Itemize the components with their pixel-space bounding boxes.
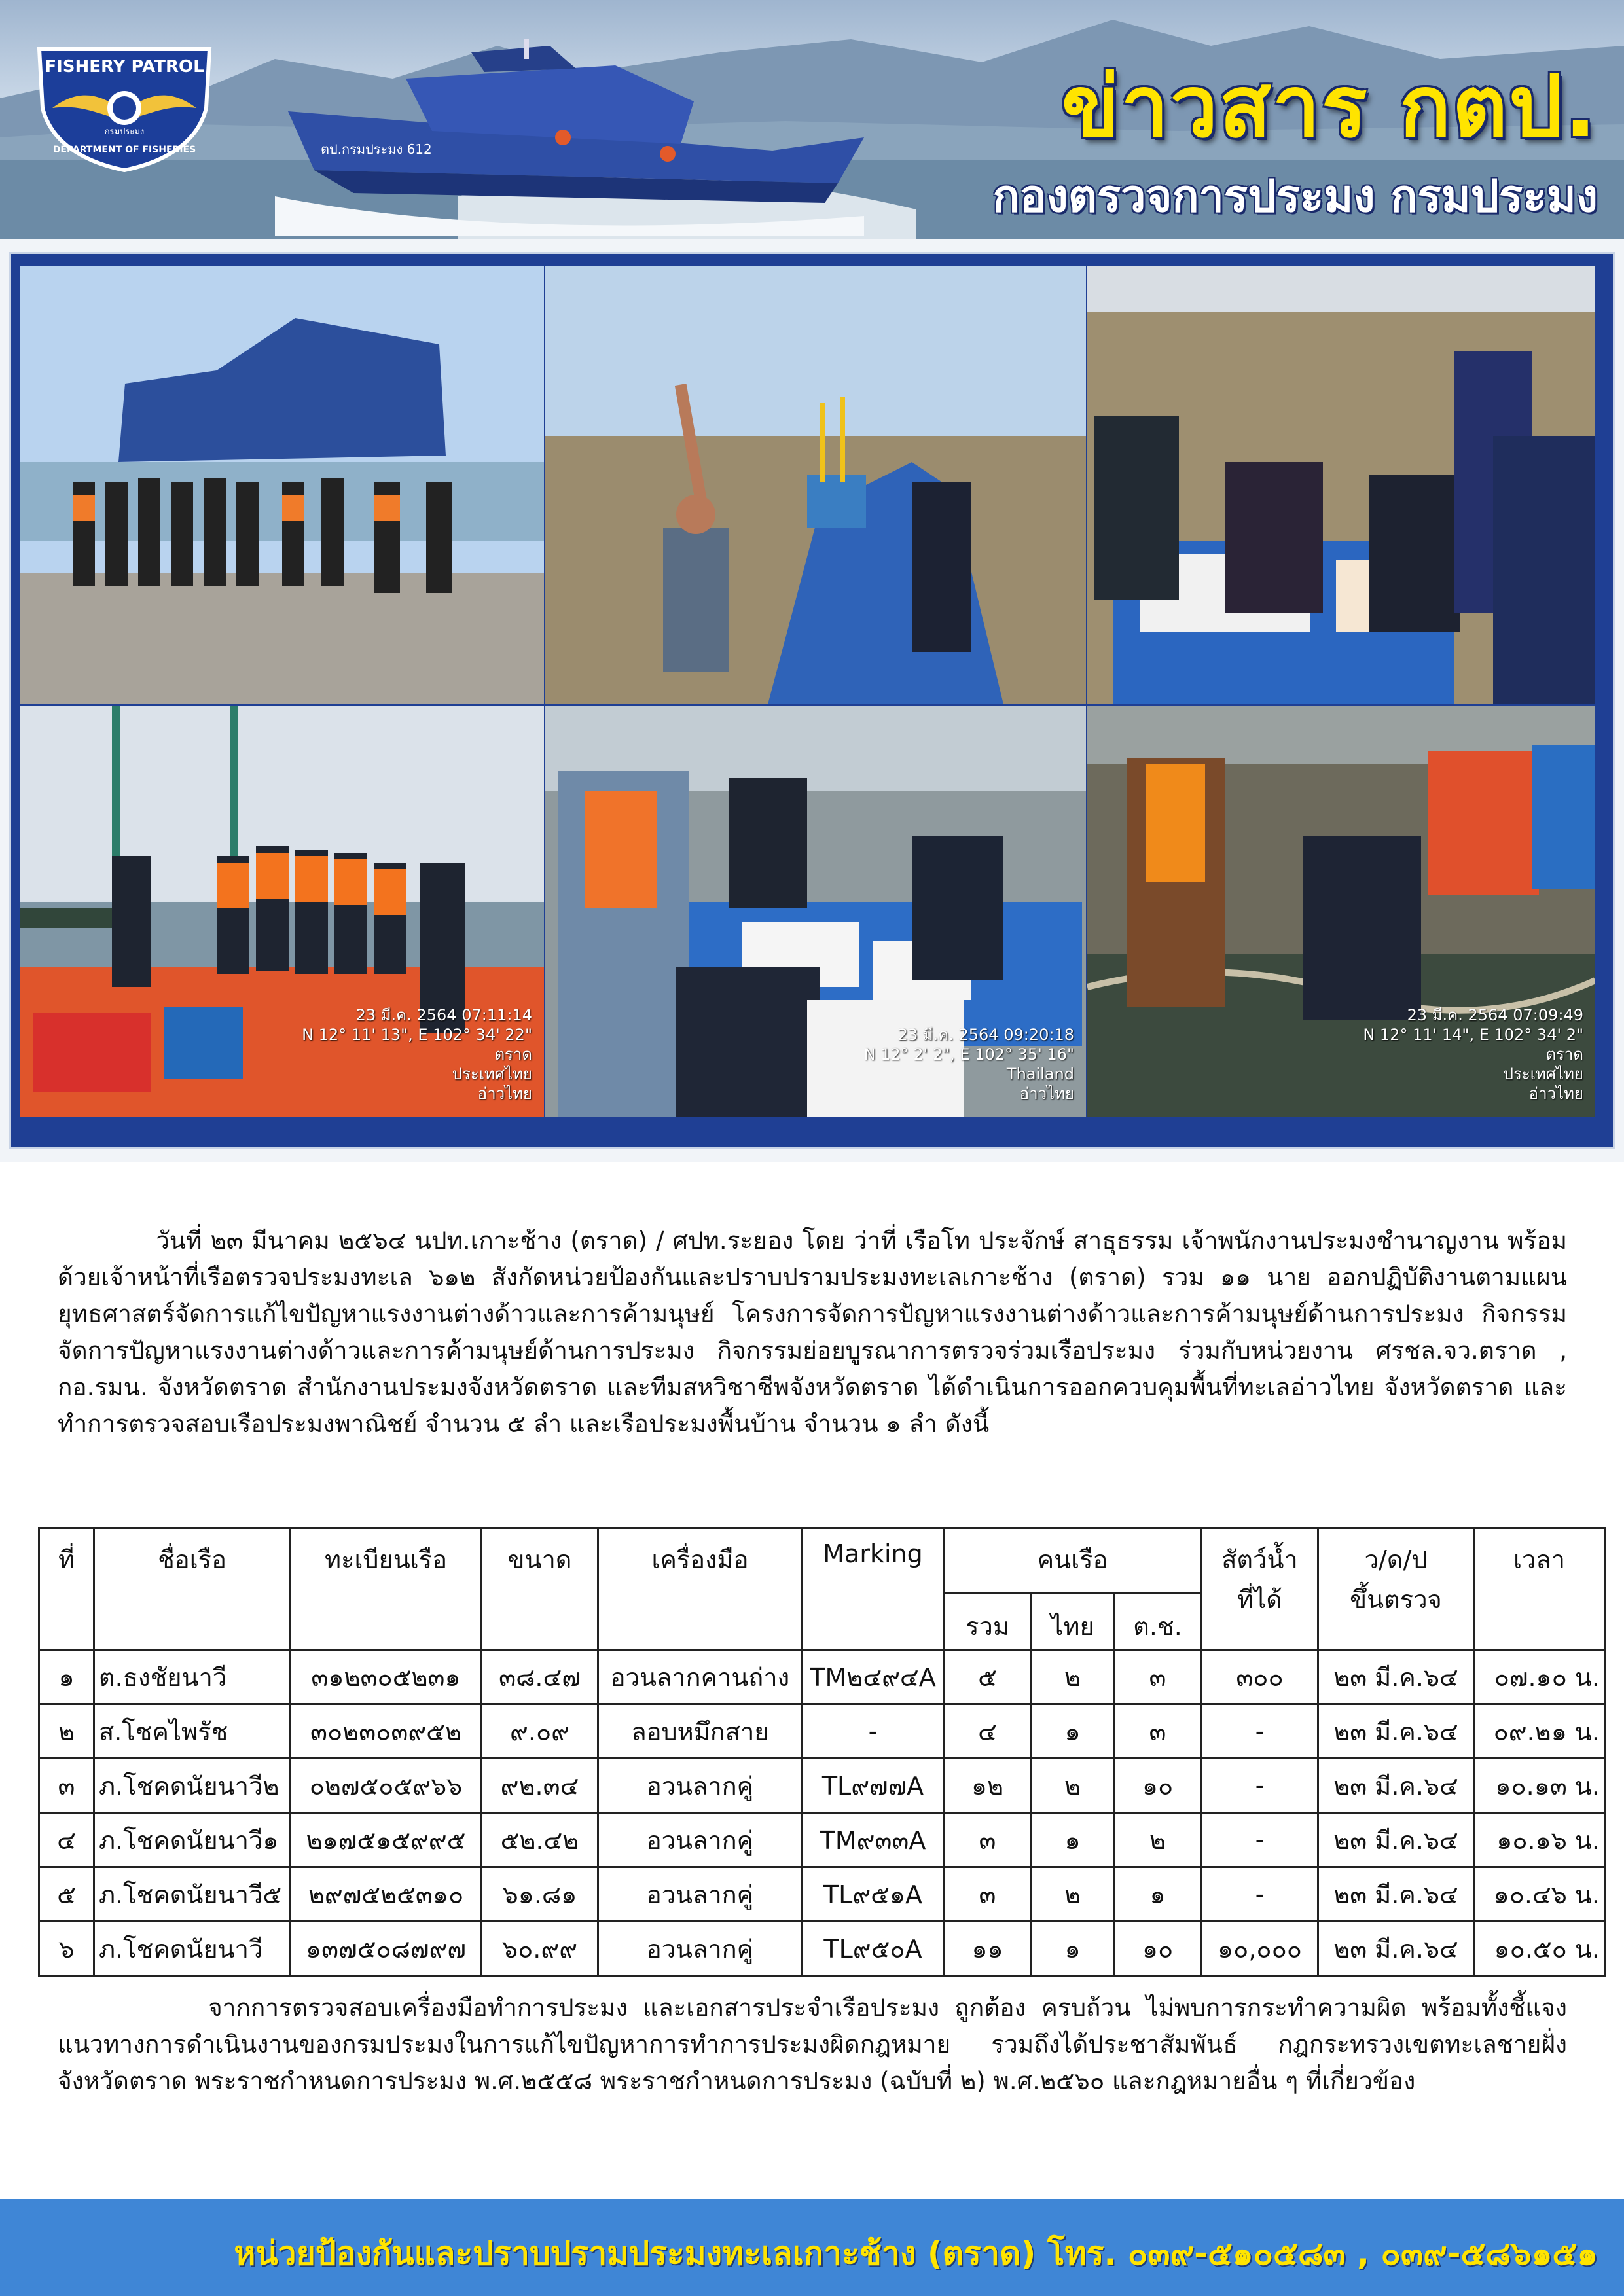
cell-boat-name: ต.ธงชัยนาวี: [94, 1650, 291, 1704]
cell-catch: -: [1202, 1704, 1318, 1759]
photo-timestamp-2: [864, 1025, 1074, 1103]
header-boat-name: ชื่อเรือ: [94, 1528, 291, 1650]
closing-paragraph: จากการตรวจสอบเครื่องมือทำการประมง และเอกสารประจำเรือประมง ถูกต้อง ครบถ้วน ไม่พบการกระทำความผิด พร้อมทั้งชี้แจงแนวทางการดำเนินงานของกรมประมงในการแก้ไขปัญหาการทำการประมงผิดกฎหมาย รวมถึงได้ประชาสัมพันธ์ กฎกระทรวงเขตทะเลชายฝั่งจังหวัดตราด พระราชกำหนดการประมง พ.ศ.๒๕๕๘ พระราชกำหนดการประมง (ฉบับที่ ๒) พ.ศ.๒๕๖๐ และกฎหมายอื่น ๆ ที่เกี่ยวข้อง: [58, 1994, 1567, 2095]
stamp-datetime: 23 มี.ค. 2564 09:20:18: [897, 1026, 1074, 1044]
header-catch: [1202, 1528, 1318, 1650]
cell-catch: ๑๐,๐๐๐: [1202, 1922, 1318, 1976]
stamp-datetime: 23 มี.ค. 2564 07:09:49: [1407, 1006, 1583, 1024]
cell-no: ๓: [39, 1759, 94, 1813]
cell-registration: ๓๐๒๓๐๓๙๕๒: [291, 1704, 482, 1759]
header-crew: คนเรือ: [944, 1528, 1202, 1593]
inspection-table: [38, 1527, 1606, 1977]
photo-document-check: [1087, 266, 1595, 704]
stamp-province: ตราด: [494, 1045, 532, 1064]
cell-registration: ๒๑๗๕๑๕๙๙๕: [291, 1813, 482, 1867]
cell-marking: TM๙๓๓A: [803, 1813, 944, 1867]
stamp-country: ประเทศไทย: [1503, 1065, 1583, 1083]
stamp-gulf: อ่าวไทย: [1528, 1085, 1583, 1103]
cell-time: ๐๙.๒๑ น.: [1474, 1704, 1605, 1759]
header-marking: Marking: [803, 1528, 944, 1650]
photo-deck-inspection: [545, 706, 1086, 1117]
cell-date: ๒๓ มี.ค.๖๔: [1318, 1650, 1474, 1704]
photo-crew-lifejackets: [20, 706, 544, 1117]
cell-boat-name: ภ.โชคดนัยนาวี๕: [94, 1867, 291, 1922]
cell-crew-total: ๓: [944, 1867, 1032, 1922]
photo-timestamp-1: [302, 1005, 532, 1103]
photo-net-inspection: [1087, 706, 1595, 1117]
cell-gear: อวนลากคานถ่าง: [598, 1650, 803, 1704]
cell-date: ๒๓ มี.ค.๖๔: [1318, 1922, 1474, 1976]
cell-registration: ๒๙๗๕๒๕๓๑๐: [291, 1867, 482, 1922]
table-row: [39, 1650, 1605, 1704]
cell-crew-foreign: ๓: [1114, 1704, 1202, 1759]
header-crew-thai: ไทย: [1032, 1593, 1114, 1650]
cell-size: ๓๘.๔๗: [482, 1650, 598, 1704]
cell-time: ๑๐.๕๐ น.: [1474, 1922, 1605, 1976]
cell-time: ๑๐.๔๖ น.: [1474, 1867, 1605, 1922]
boat-hull-text: ตป.กรมประมง 612: [321, 141, 432, 157]
cell-size: ๕๒.๔๒: [482, 1813, 598, 1867]
photo-team-on-pier: [20, 266, 544, 704]
header-date-line2: ขึ้นตรวจ: [1350, 1585, 1442, 1614]
cell-no: ๒: [39, 1704, 94, 1759]
photo-officers-on-bow: [545, 266, 1086, 704]
cell-catch: -: [1202, 1813, 1318, 1867]
stamp-datetime: 23 มี.ค. 2564 07:11:14: [355, 1006, 532, 1024]
stamp-coordinates: N 12° 11' 13", E 102° 34' 22": [302, 1026, 532, 1044]
cell-no: ๕: [39, 1867, 94, 1922]
cell-crew-total: ๔: [944, 1704, 1032, 1759]
stamp-country: ประเทศไทย: [452, 1065, 532, 1083]
cell-marking: TL๙๕๐A: [803, 1922, 944, 1976]
header-catch-line2: ที่ได้: [1237, 1585, 1282, 1614]
cell-crew-thai: ๒: [1032, 1867, 1114, 1922]
intro-paragraph: วันที่ ๒๓ มีนาคม ๒๕๖๔ นปท.เกาะช้าง (ตราด) / ศปท.ระยอง โดย ว่าที่ เรือโท ประจักษ์ สาธุธรรม เจ้าพนักงานประมงชำนาญงาน พร้อมด้วยเจ้าหน้าที่เรือตรวจประมงทะเล ๖๑๒ สังกัดหน่วยป้องกันและปราบปรามประมงทะเลเกาะช้าง (ตราด) รวม ๑๑ นาย ออกปฏิบัติงานตามแผนยุทธศาสตร์จัดการแก้ไขปัญหาแรงงานต่างด้าวและการค้ามนุษย์ โครงการจัดการปัญหาแรงงานต่างด้าวและการค้ามนุษย์ด้านการประมง กิจกรรมจัดการปัญหาแรงงานต่างด้าวและการค้ามนุษย์ด้านการประมง กิจกรรมย่อยบูรณาการตรวจร่วมเรือประมง ร่วมกับหน่วยงาน ศรชล.จว.ตราด , กอ.รมน. จังหวัดตราด สำนักงานประมงจังหวัดตราด และทีมสหวิชาชีพจังหวัดตราด ได้ดำเนินการออกควบคุมพื้นที่ทะเลอ่าวไทย จังหวัดตราด และทำการตรวจสอบเรือประมงพาณิชย์ จำนวน ๕ ลำ และเรือประมงพื้นบ้าน จำนวน ๑ ลำ ดังนี้: [58, 1227, 1567, 1438]
header-date: [1318, 1528, 1474, 1650]
cell-catch: -: [1202, 1759, 1318, 1813]
header-registration: ทะเบียนเรือ: [291, 1528, 482, 1650]
cell-date: ๒๓ มี.ค.๖๔: [1318, 1704, 1474, 1759]
cell-date: ๒๓ มี.ค.๖๔: [1318, 1813, 1474, 1867]
cell-crew-foreign: ๒: [1114, 1813, 1202, 1867]
header-catch-line1: สัตว์น้ำ: [1221, 1545, 1298, 1574]
table-row: [39, 1867, 1605, 1922]
cell-crew-foreign: ๑: [1114, 1867, 1202, 1922]
cell-crew-thai: ๒: [1032, 1650, 1114, 1704]
cell-gear: อวนลากคู่: [598, 1813, 803, 1867]
stamp-gulf: อ่าวไทย: [477, 1085, 532, 1103]
cell-crew-total: ๑๑: [944, 1922, 1032, 1976]
header-gear: เครื่องมือ: [598, 1528, 803, 1650]
logo-top-text: FISHERY PATROL: [45, 57, 204, 77]
cell-date: ๒๓ มี.ค.๖๔: [1318, 1867, 1474, 1922]
cell-marking: TL๙๗๗A: [803, 1759, 944, 1813]
cell-size: ๙๒.๓๔: [482, 1759, 598, 1813]
logo-bottom-text: DEPARTMENT OF FISHERIES: [52, 145, 196, 155]
cell-registration: ๑๓๗๕๐๘๗๙๗: [291, 1922, 482, 1976]
cell-catch: -: [1202, 1867, 1318, 1922]
cell-boat-name: ส.โชคไพรัช: [94, 1704, 291, 1759]
stamp-coordinates: N 12° 11' 14", E 102° 34' 2": [1363, 1026, 1583, 1044]
stamp-country: Thailand: [1006, 1065, 1074, 1083]
cell-time: ๑๐.๑๓ น.: [1474, 1759, 1605, 1813]
cell-gear: อวนลากคู่: [598, 1867, 803, 1922]
table-row: [39, 1813, 1605, 1867]
cell-crew-thai: ๑: [1032, 1704, 1114, 1759]
footer-bar: [0, 2199, 1624, 2296]
footer-contact: หน่วยป้องกันและปราบปรามประมงทะเลเกาะช้าง (ตราด) โทร. ๐๓๙-๕๑๐๕๘๓ , ๐๓๙-๕๘๖๑๕๑: [234, 2234, 1598, 2272]
cell-catch: ๓๐๐: [1202, 1650, 1318, 1704]
photo-collage: [0, 239, 1624, 1162]
cell-marking: TL๙๕๑A: [803, 1867, 944, 1922]
cell-size: ๖๑.๘๑: [482, 1867, 598, 1922]
cell-crew-foreign: ๑๐: [1114, 1922, 1202, 1976]
cell-crew-total: ๑๒: [944, 1759, 1032, 1813]
cell-time: ๐๗.๑๐ น.: [1474, 1650, 1605, 1704]
table-row: [39, 1704, 1605, 1759]
cell-time: ๑๐.๑๖ น.: [1474, 1813, 1605, 1867]
cell-size: ๙.๐๙: [482, 1704, 598, 1759]
page-title: ข่าวสาร กตป.: [1061, 57, 1598, 156]
cell-boat-name: ภ.โชคดนัยนาวี๒: [94, 1759, 291, 1813]
cell-no: ๔: [39, 1813, 94, 1867]
cell-crew-thai: ๒: [1032, 1759, 1114, 1813]
header-banner: [0, 0, 1624, 239]
cell-crew-thai: ๑: [1032, 1922, 1114, 1976]
table-row: [39, 1759, 1605, 1813]
cell-size: ๖๐.๙๙: [482, 1922, 598, 1976]
table-header-row: [39, 1528, 1605, 1593]
collage-frame: [9, 252, 1615, 1149]
stamp-coordinates: N 12° 2' 2", E 102° 35' 16": [863, 1045, 1074, 1064]
cell-registration: ๐๒๗๕๐๕๙๖๖: [291, 1759, 482, 1813]
cell-crew-foreign: ๑๐: [1114, 1759, 1202, 1813]
cell-crew-total: ๓: [944, 1813, 1032, 1867]
cell-gear: อวนลากคู่: [598, 1922, 803, 1976]
fishery-patrol-logo: [26, 36, 223, 173]
cell-crew-thai: ๑: [1032, 1813, 1114, 1867]
cell-gear: อวนลากคู่: [598, 1759, 803, 1813]
logo-center-text: กรมประมง: [104, 127, 145, 137]
cell-no: ๖: [39, 1922, 94, 1976]
cell-crew-total: ๕: [944, 1650, 1032, 1704]
stamp-province: ตราด: [1545, 1045, 1583, 1064]
cell-boat-name: ภ.โชคดนัยนาวี๑: [94, 1813, 291, 1867]
cell-gear: ลอบหมึกสาย: [598, 1704, 803, 1759]
table-row: [39, 1922, 1605, 1976]
cell-crew-foreign: ๓: [1114, 1650, 1202, 1704]
photo-timestamp-3: [1363, 1005, 1583, 1103]
cell-boat-name: ภ.โชคดนัยนาวี: [94, 1922, 291, 1976]
page-subtitle: กองตรวจการประมง กรมประมง: [992, 171, 1598, 223]
cell-marking: -: [803, 1704, 944, 1759]
header-no: ที่: [39, 1528, 94, 1650]
patrol-boat-image: [275, 39, 877, 236]
cell-date: ๒๓ มี.ค.๖๔: [1318, 1759, 1474, 1813]
header-time: เวลา: [1474, 1528, 1605, 1650]
header-crew-foreign: ต.ช.: [1114, 1593, 1202, 1650]
header-date-line1: ว/ด/ป: [1364, 1545, 1428, 1574]
stamp-gulf: อ่าวไทย: [1019, 1085, 1074, 1103]
cell-no: ๑: [39, 1650, 94, 1704]
header-crew-total: รวม: [944, 1593, 1032, 1650]
header-size: ขนาด: [482, 1528, 598, 1650]
cell-marking: TM๒๔๙๔A: [803, 1650, 944, 1704]
cell-registration: ๓๑๒๓๐๕๒๓๑: [291, 1650, 482, 1704]
